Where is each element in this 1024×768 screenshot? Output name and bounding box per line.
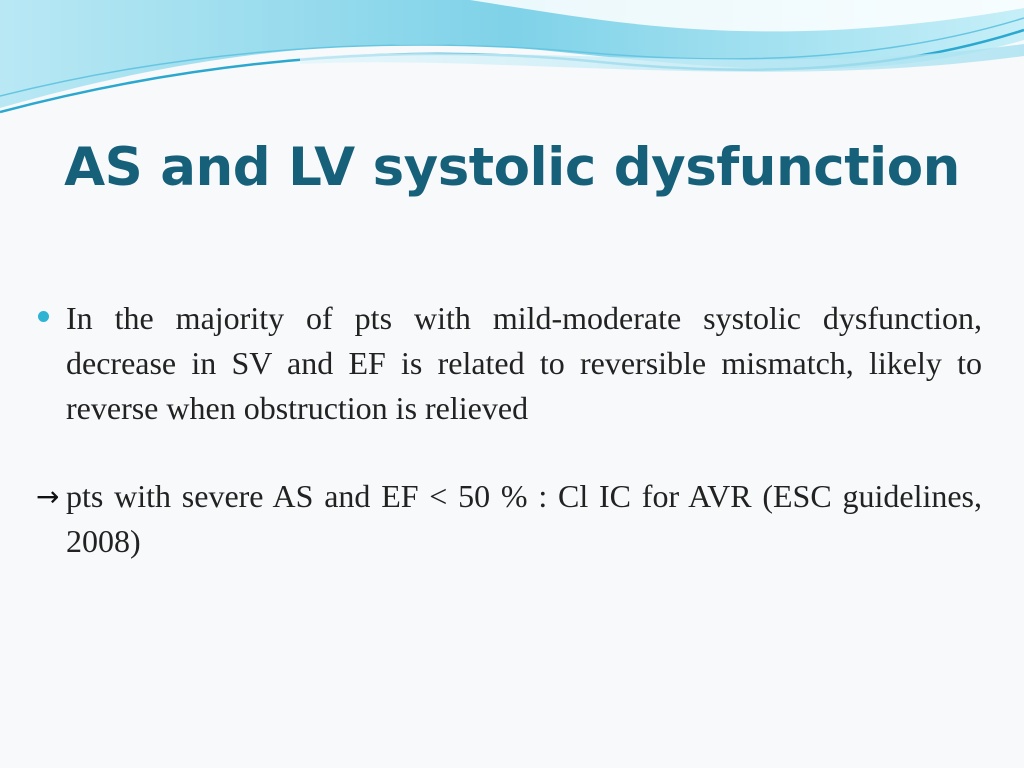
arrow-text: pts with severe AS and EF < 50 % : Cl IC for AVR (ESC guidelines, 2008) [66, 478, 982, 559]
right-arrow-icon: → [36, 480, 60, 513]
bullet-text: In the majority of pts with mild-moderate systolic dysfunction, decrease in SV and EF is related to reversible mismatch, likely to reverse when obstruction is relieved [66, 300, 982, 426]
slide-body [36, 296, 982, 564]
arrow-item [36, 474, 982, 564]
wave-header-decoration [0, 0, 1024, 130]
slide-title: AS and LV systolic dysfunction [64, 137, 960, 198]
bullet-dot-icon [38, 311, 49, 322]
bullet-item [36, 296, 982, 431]
